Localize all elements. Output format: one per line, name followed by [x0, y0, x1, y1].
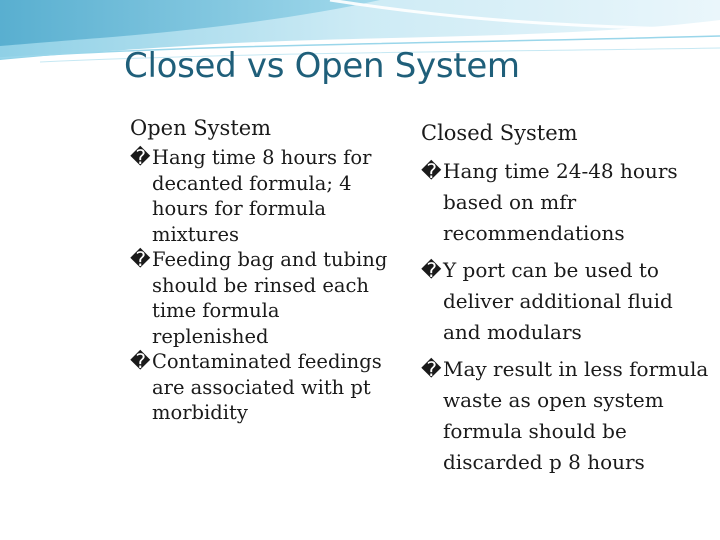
- list-item: [130, 247, 392, 349]
- bullet-glyph-icon: �: [130, 247, 151, 271]
- open-system-list: [130, 145, 392, 426]
- slide-title: Closed vs Open System: [124, 46, 520, 86]
- open-system-column: [130, 115, 392, 426]
- closed-system-list: [421, 156, 711, 478]
- list-item: [421, 255, 711, 348]
- closed-system-column: [421, 120, 711, 484]
- list-item-text: Contaminated feedings are associated with pt morbidity: [152, 350, 382, 424]
- bullet-glyph-icon: �: [421, 159, 442, 183]
- bullet-glyph-icon: �: [421, 357, 442, 381]
- list-item: [421, 156, 711, 249]
- closed-system-heading: Closed System: [421, 121, 578, 145]
- list-item: [130, 145, 392, 247]
- open-system-heading: Open System: [130, 116, 272, 140]
- list-item-text: Hang time 24-48 hours based on mfr recommendations: [443, 159, 678, 245]
- bullet-glyph-icon: �: [130, 349, 151, 373]
- bullet-glyph-icon: �: [130, 145, 151, 169]
- list-item-text: May result in less formula waste as open system formula should be discarded p 8 hours: [443, 357, 709, 474]
- bullet-glyph-icon: �: [421, 258, 442, 282]
- list-item-text: Y port can be used to deliver additional fluid and modulars: [443, 258, 673, 344]
- list-item-text: Feeding bag and tubing should be rinsed each time formula replenished: [152, 248, 388, 348]
- list-item: [130, 349, 392, 426]
- list-item: [421, 354, 711, 478]
- list-item-text: Hang time 8 hours for decanted formula; 4 hours for formula mixtures: [152, 146, 372, 246]
